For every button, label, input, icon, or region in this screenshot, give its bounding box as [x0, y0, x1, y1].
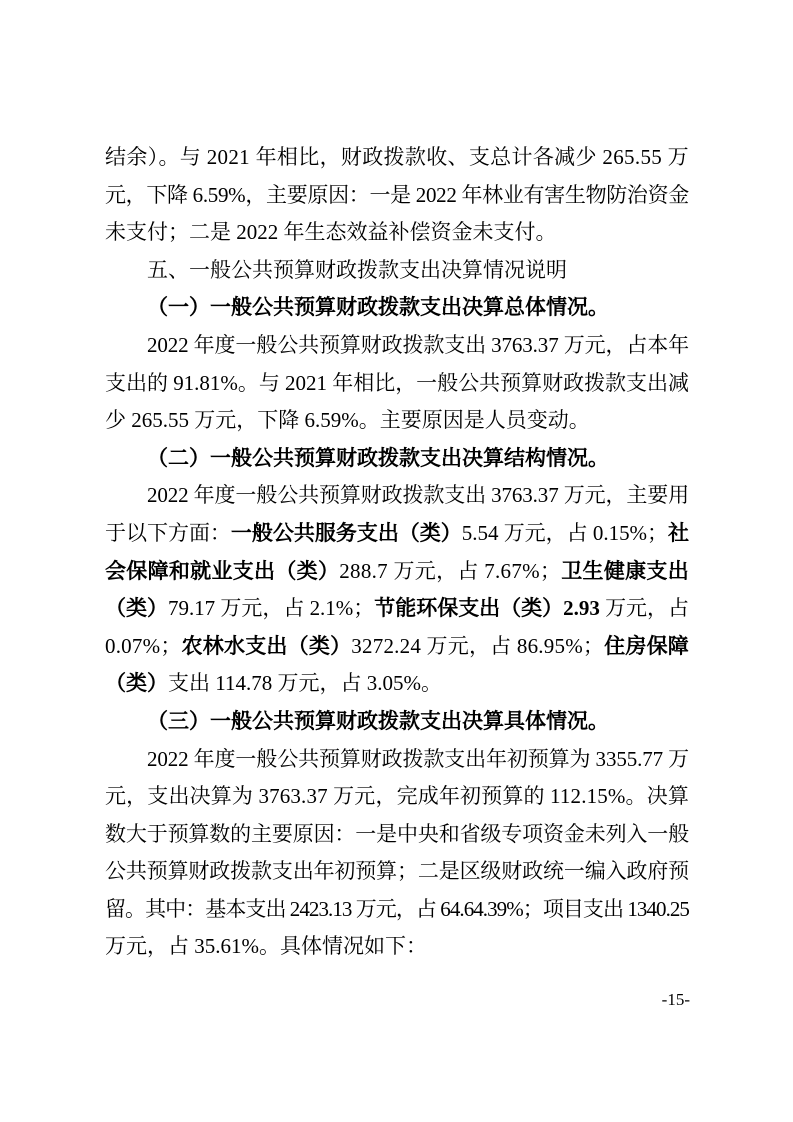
line-text: 元，下降 6.59%，主要原因：一是 2022 年林业有害生物防治资金: [105, 182, 689, 207]
subsection-heading: [105, 440, 690, 478]
text-line: [105, 778, 690, 816]
text-line: [105, 177, 690, 215]
text-line: [105, 553, 690, 591]
category-label: （类）: [105, 596, 168, 621]
text-segment: 于以下方面：: [105, 520, 231, 545]
text-line: [105, 515, 690, 553]
category-label: 一般公共服务支出（类）: [230, 520, 462, 545]
text-line: [105, 853, 690, 891]
text-line: [105, 891, 690, 929]
line-text: 2022 年度一般公共预算财政拨款支出年初预算为 3355.77 万: [147, 746, 689, 771]
text-line: [105, 928, 690, 966]
line-text: 数大于预算数的主要原因：一是中央和省级专项资金未列入一般: [105, 821, 689, 846]
subsection-heading-text: （三）一般公共预算财政拨款支出决算具体情况。: [147, 708, 609, 733]
subsection-heading: [105, 703, 690, 741]
text-line: [105, 327, 690, 365]
line-text: 万元，占 35.61%。具体情况如下：: [105, 934, 427, 959]
line-text: 支出的 91.81%。与 2021 年相比，一般公共预算财政拨款支出减: [105, 370, 689, 395]
text-segment: 支出 114.78 万元，占 3.05%。: [168, 671, 442, 696]
line-text: 公共预算财政拨款支出年初预算；二是区级财政统一编入政府预: [105, 859, 689, 884]
text-segment: 5.54 万元，占 0.15%；: [461, 520, 669, 545]
text-line: [105, 816, 690, 854]
body-text: [105, 139, 690, 966]
subsection-heading-text: （一）一般公共预算财政拨款支出决算总体情况。: [147, 295, 609, 320]
text-line: [105, 402, 690, 440]
subsection-heading: [105, 289, 690, 327]
text-line: [105, 477, 690, 515]
line-text: [105, 628, 689, 666]
line-text: 结余）。与 2021 年相比，财政拨款收、支总计各减少 265.55 万: [105, 145, 689, 169]
text-line: [105, 214, 690, 252]
category-label: 卫生健康支出: [561, 558, 689, 583]
line-text: 未支付；二是 2022 年生态效益补偿资金未支付。: [105, 220, 557, 245]
line-text: 留。其中：基本支出 2423.13 万元，占 64.64.39%；项目支出 1340.25: [105, 896, 689, 921]
subsection-heading-text: （二）一般公共预算财政拨款支出决算结构情况。: [147, 445, 609, 470]
category-label: （类）: [105, 671, 168, 696]
text-segment: 0.07%；: [105, 633, 182, 658]
line-text: [105, 515, 689, 553]
text-segment: 3272.24 万元，占 86.95%；: [351, 633, 605, 658]
line-text: 2022 年度一般公共预算财政拨款支出 3763.37 万元，主要用: [147, 483, 689, 508]
line-text: [105, 665, 442, 703]
line-text: 元，支出决算为 3763.37 万元，完成年初预算的 112.15%。决算: [105, 784, 689, 809]
text-line: [105, 628, 690, 666]
category-label: 会保障和就业支出（类）: [105, 558, 340, 583]
category-label: 住房保障: [604, 633, 690, 658]
line-text: [105, 553, 689, 591]
section-heading: [105, 252, 690, 290]
page-number: -15-: [661, 990, 690, 1009]
text-line: [105, 365, 690, 403]
text-line: [105, 590, 690, 628]
category-label: 节能环保支出（类）2.93: [374, 596, 600, 621]
line-text: 少 265.55 万元，下降 6.59%。主要原因是人员变动。: [105, 408, 590, 433]
section-heading-text: 五、一般公共预算财政拨款支出决算情况说明: [147, 257, 567, 282]
text-line: [105, 665, 690, 703]
text-segment: 79.17 万元，占 2.1%；: [167, 596, 375, 621]
text-segment: 288.7 万元，占 7.67%；: [339, 558, 562, 583]
text-line: [105, 741, 690, 779]
text-line: [105, 139, 690, 177]
category-label: 农林水支出（类）: [181, 633, 352, 658]
line-text: 2022 年度一般公共预算财政拨款支出 3763.37 万元，占本年: [147, 332, 689, 357]
line-text: [105, 590, 689, 628]
text-segment: 万元，占: [599, 596, 690, 621]
category-label: 社: [668, 520, 690, 545]
